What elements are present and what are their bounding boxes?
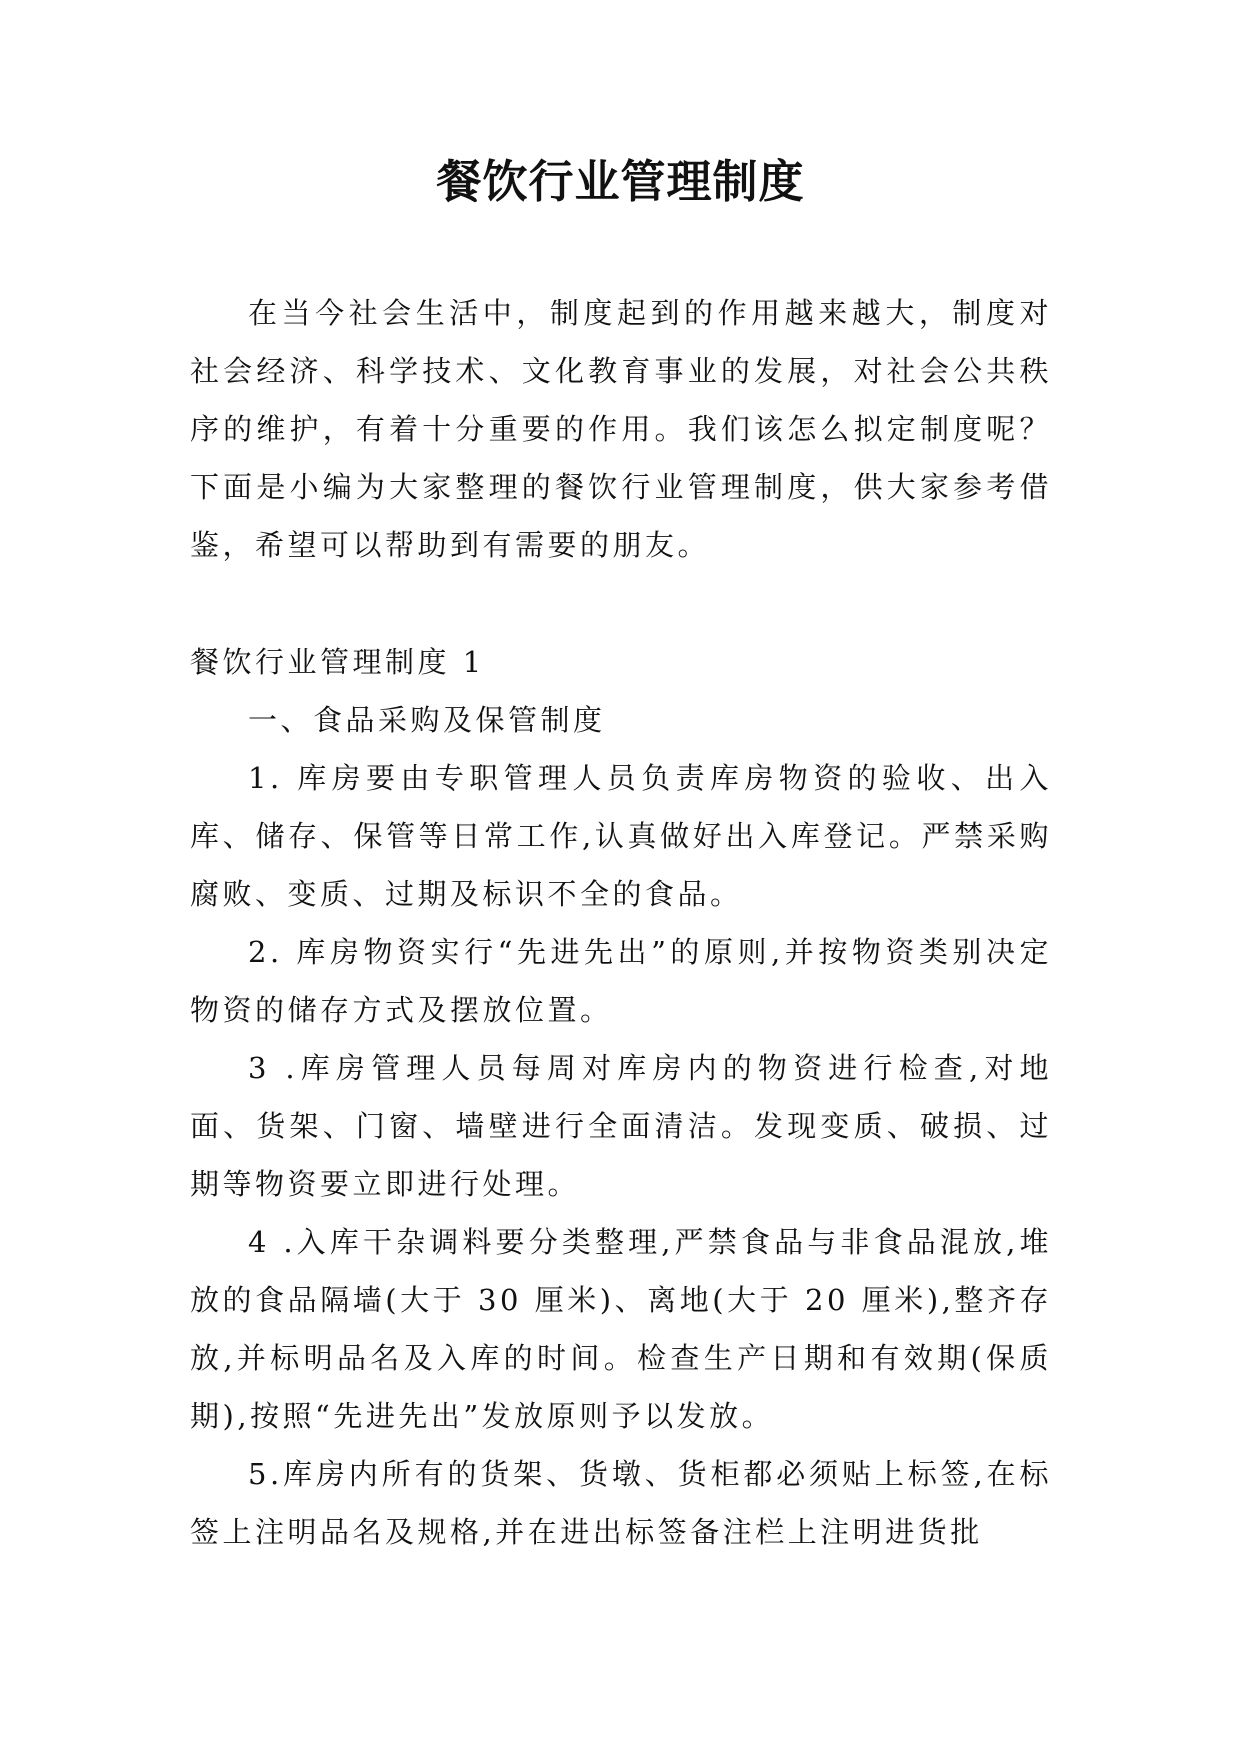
document-title: 餐饮行业管理制度 — [436, 155, 805, 208]
intro-block — [190, 284, 1052, 574]
list-item: 5.库房内所有的货架、货墩、货柜都必须贴上标签,在标签上注明品名及规格,并在进出标签备注栏上注明进货批 — [190, 1457, 1052, 1549]
subsection-heading: 一、食品采购及保管制度 — [248, 703, 606, 737]
list-item: 1. 库房要由专职管理人员负责库房物资的验收、出入库、储存、保管等日常工作,认真做好出入库登记。严禁采购腐败、变质、过期及标识不全的食品。 — [190, 761, 1052, 911]
intro-paragraph: 在当今社会生活中，制度起到的作用越来越大，制度对社会经济、科学技术、文化教育事业的发展，对社会公共秩序的维护，有着十分重要的作用。我们该怎么拟定制度呢？下面是小编为大家整理的餐饮行业管理制度，供大家参考借鉴，希望可以帮助到有需要的朋友。 — [190, 296, 1052, 562]
list-item: 2. 库房物资实行“先进先出”的原则,并按物资类别决定物资的储存方式及摆放位置。 — [190, 935, 1052, 1027]
section-heading: 餐饮行业管理制度 1 — [190, 645, 485, 679]
list-item: 3 .库房管理人员每周对库房内的物资进行检查,对地面、货架、门窗、墙壁进行全面清洁。发现变质、破损、过期等物资要立即进行处理。 — [190, 1051, 1052, 1201]
section-block — [190, 633, 1052, 1561]
list-item: 4 .入库干杂调料要分类整理,严禁食品与非食品混放,堆放的食品隔墙(大于 30 厘米)、离地(大于 20 厘米),整齐存放,并标明品名及入库的时间。检查生产日期和有效期(保质期),按照“先进先出”发放原则予以发放。 — [190, 1225, 1052, 1433]
